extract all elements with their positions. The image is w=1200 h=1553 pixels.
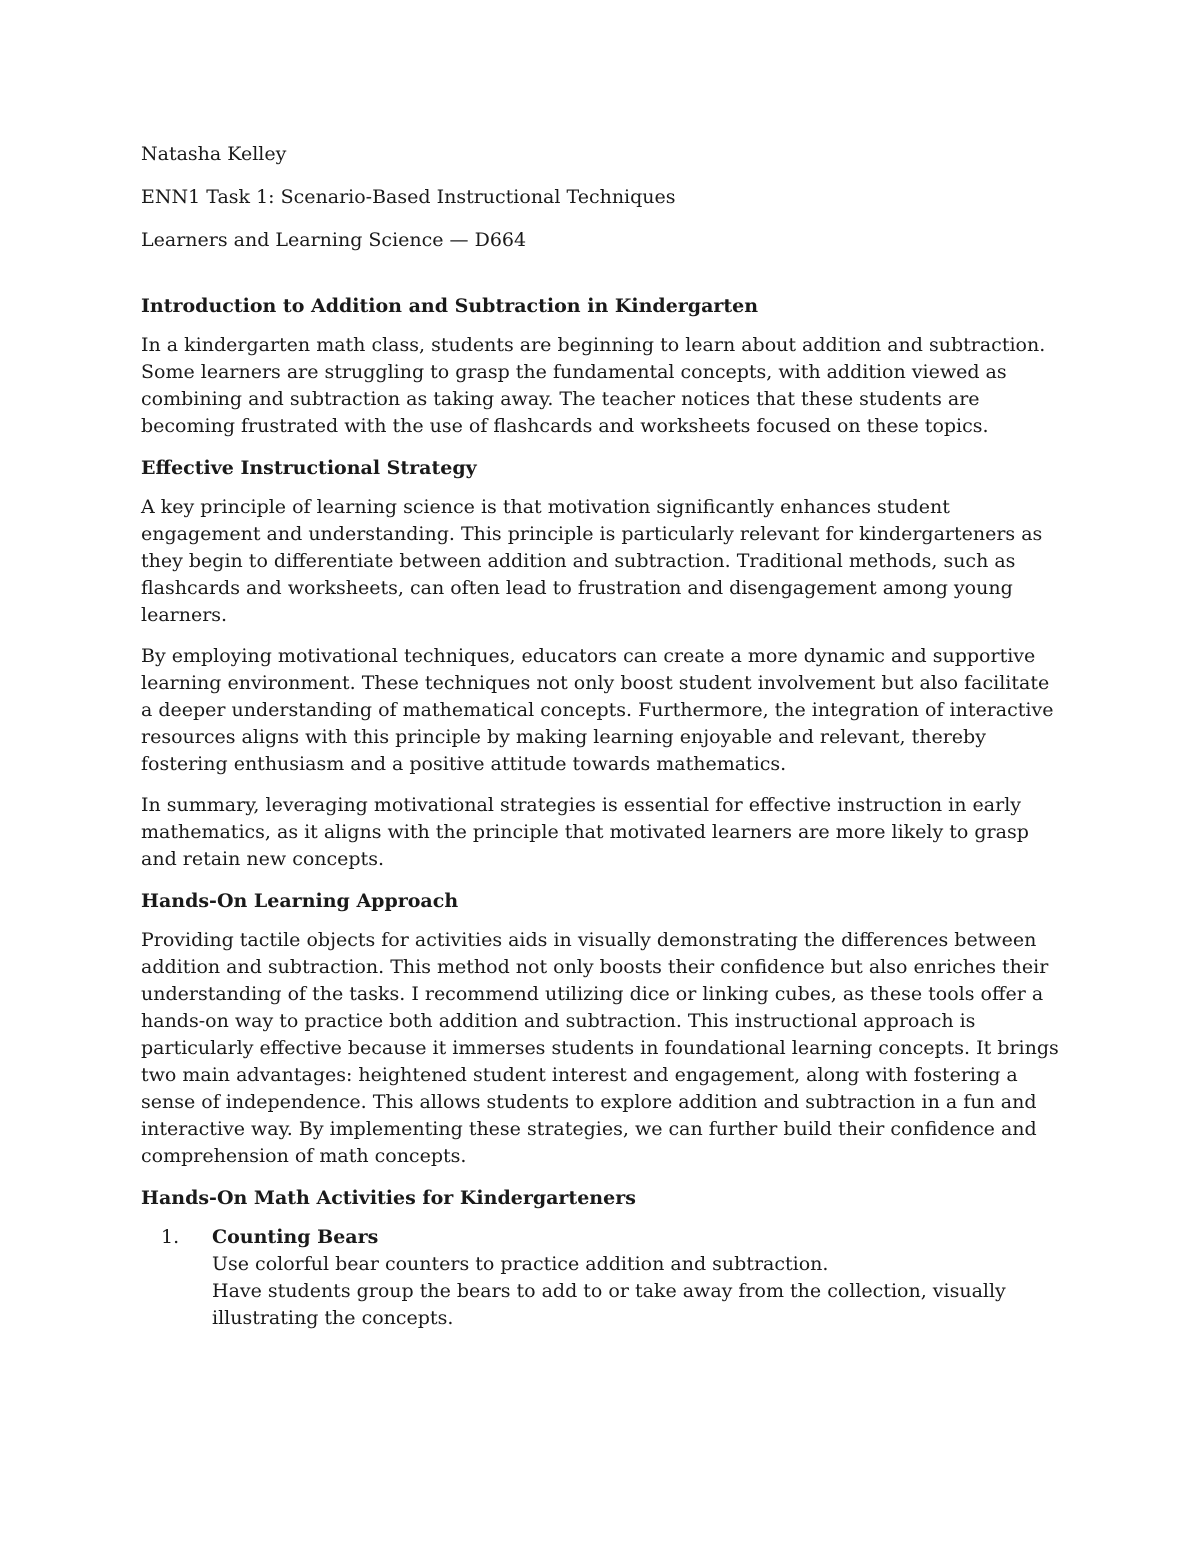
- intro-heading: Introduction to Addition and Subtraction in Kindergarten: [141, 295, 759, 317]
- course-name: Learners and Learning Science — D664: [141, 229, 527, 251]
- list-item-line-2: Have students group the bears to add to or take away from the collection, visually illustrating the concepts.: [212, 1280, 1006, 1329]
- strategy-paragraph-1: A key principle of learning science is that motivation significantly enhances student engagement and understanding. This principle is particularly relevant for kindergarteners as they begin to differentiate between addition and subtraction. Traditional methods, such as flashcards and worksheets, can often lead to frustration and disengagement among young learners.: [141, 496, 1043, 626]
- list-item-number: 1.: [161, 1226, 180, 1248]
- strategy-paragraph-3: In summary, leveraging motivational strategies is essential for effective instruction in early mathematics, as it aligns with the principle that motivated learners are more likely to grasp and retain new concepts.: [141, 794, 1029, 870]
- strategy-paragraph-2: By employing motivational techniques, educators can create a more dynamic and supportive learning environment. These techniques not only boost student involvement but also facilitate a deeper understanding of mathematical concepts. Furthermore, the integration of interactive resources aligns with this principle by making learning enjoyable and relevant, thereby fostering enthusiasm and a positive attitude towards mathematics.: [141, 645, 1054, 775]
- task-title: ENN1 Task 1: Scenario-Based Instructional Techniques: [141, 186, 676, 208]
- list-item-line-1: Use colorful bear counters to practice addition and subtraction.: [212, 1253, 829, 1275]
- intro-section: [141, 292, 1061, 440]
- list-item-title: Counting Bears: [212, 1226, 379, 1248]
- list-item: [141, 1224, 1061, 1332]
- author-name: Natasha Kelley: [141, 143, 287, 165]
- document-page: [141, 140, 1061, 1332]
- intro-paragraph: In a kindergarten math class, students are beginning to learn about addition and subtraction. Some learners are struggling to grasp the fundamental concepts, with addition viewed as combining and subtraction as taking away. The teacher notices that these students are becoming frustrated with the use of flashcards and worksheets focused on these topics.: [141, 334, 1046, 437]
- activities-heading: Hands-On Math Activities for Kindergarteners: [141, 1187, 636, 1209]
- strategy-section: [141, 454, 1061, 873]
- activities-section: [141, 1184, 1061, 1332]
- hands-on-paragraph: Providing tactile objects for activities aids in visually demonstrating the differences between addition and subtraction. This method not only boosts their confidence but also enriches their understanding of the tasks. I recommend utilizing dice or linking cubes, as these tools offer a hands-on way to practice both addition and subtraction. This instructional approach is particularly effective because it immerses students in foundational learning concepts. It brings two main advantages: heightened student interest and engagement, along with fostering a sense of independence. This allows students to explore addition and subtraction in a fun and interactive way. By implementing these strategies, we can further build their confidence and comprehension of math concepts.: [141, 929, 1059, 1167]
- activities-list: [141, 1224, 1061, 1332]
- hands-on-section: [141, 887, 1061, 1170]
- document-header: [141, 140, 1061, 254]
- strategy-heading: Effective Instructional Strategy: [141, 457, 477, 479]
- hands-on-heading: Hands-On Learning Approach: [141, 890, 459, 912]
